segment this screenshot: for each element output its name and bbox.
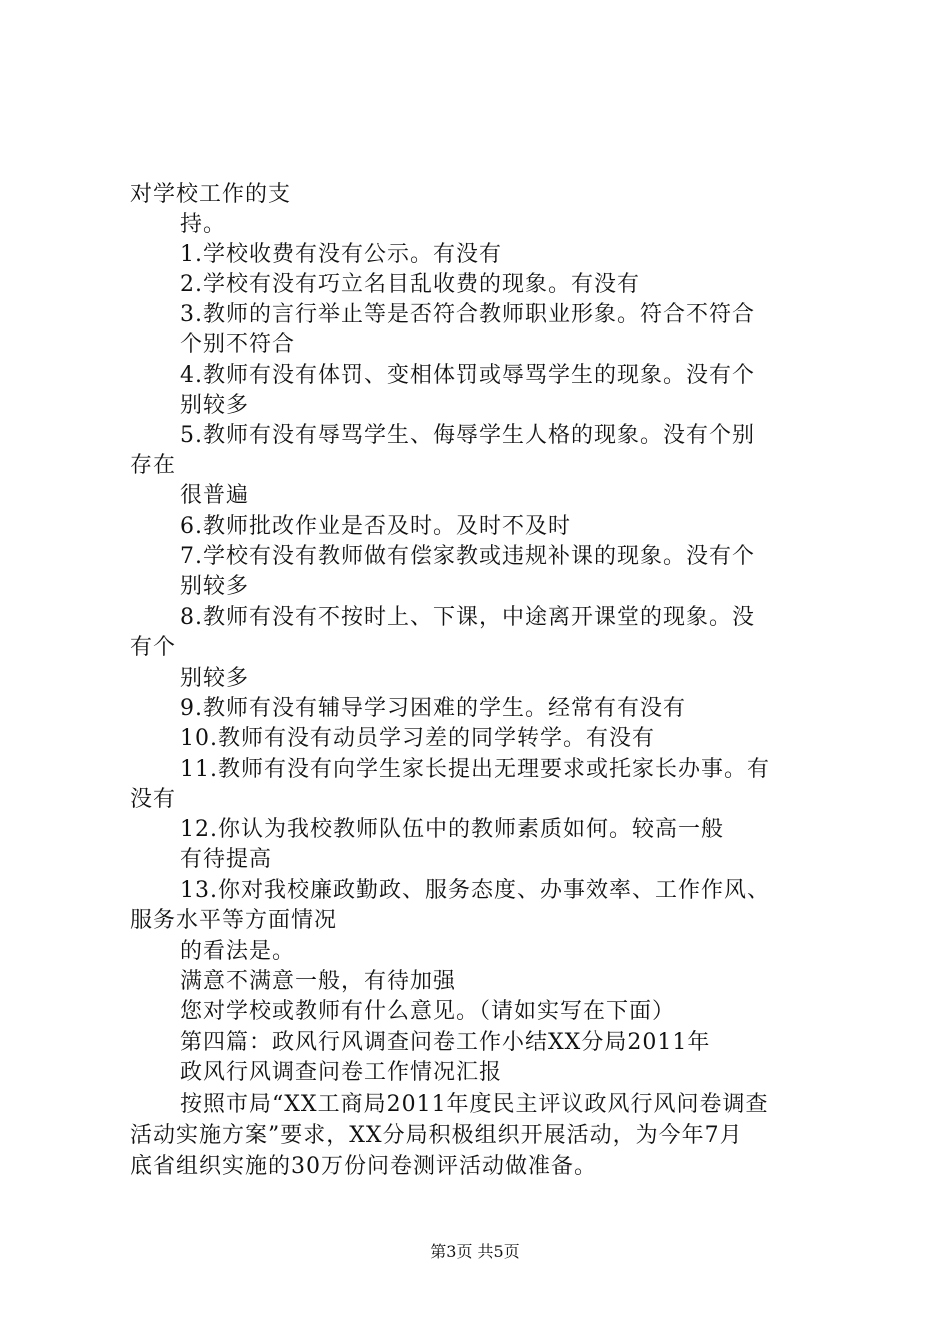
text-line: 按照市局“XX工商局2011年度民主评议政风行风问卷调查 [180, 1092, 769, 1117]
page-footer: 第3页 共5页 [430, 1242, 520, 1261]
text-line: 别较多 [180, 574, 250, 599]
text-line: 2.学校有没有巧立名目乱收费的现象。有没有 [180, 272, 640, 297]
text-line: 1.学校收费有没有公示。有没有 [180, 242, 502, 267]
text-line: 存在 [130, 453, 177, 478]
text-line: 服务水平等方面情况 [130, 908, 338, 933]
text-line: 5.教师有没有辱骂学生、侮辱学生人格的现象。没有个别 [180, 423, 755, 448]
text-line: 别较多 [180, 666, 250, 691]
text-line: 别较多 [180, 393, 250, 418]
text-line: 8.教师有没有不按时上、下课，中途离开课堂的现象。没 [180, 605, 755, 630]
text-line: 4.教师有没有体罚、变相体罚或辱骂学生的现象。没有个 [180, 363, 755, 388]
text-line: 有待提高 [180, 847, 273, 872]
text-line: 9.教师有没有辅导学习困难的学生。经常有有没有 [180, 696, 686, 721]
section-heading: 第四篇：政风行风调查问卷工作小结XX分局2011年 [180, 1030, 711, 1055]
text-line: 活动实施方案”要求，XX分局积极组织开展活动，为今年7月 [130, 1123, 743, 1148]
text-line: 底省组织实施的30万份问卷测评活动做准备。 [130, 1154, 597, 1179]
text-line: 满意不满意一般，有待加强 [180, 969, 457, 994]
section-heading: 政风行风调查问卷工作情况汇报 [180, 1060, 503, 1085]
text-line: 3.教师的言行举止等是否符合教师职业形象。符合不符合 [180, 302, 755, 327]
text-line: 个别不符合 [180, 332, 296, 357]
text-line: 您对学校或教师有什么意见。（请如实写在下面） [180, 999, 676, 1024]
text-line: 12.你认为我校教师队伍中的教师素质如何。较高一般 [180, 817, 724, 842]
text-line: 对学校工作的支 [130, 182, 292, 207]
text-line: 的看法是。 [180, 939, 296, 964]
text-line: 10.教师有没有动员学习差的同学转学。有没有 [180, 726, 655, 751]
text-line: 13.你对我校廉政勤政、服务态度、办事效率、工作作风、 [180, 878, 770, 903]
text-line: 持。 [180, 212, 227, 237]
text-line: 没有 [130, 787, 177, 812]
text-line: 6.教师批改作业是否及时。及时不及时 [180, 514, 571, 539]
text-line: 7.学校有没有教师做有偿家教或违规补课的现象。没有个 [180, 544, 755, 569]
text-line: 有个 [130, 635, 177, 660]
text-line: 11.教师有没有向学生家长提出无理要求或托家长办事。有 [180, 757, 770, 782]
text-line: 很普遍 [180, 483, 250, 508]
